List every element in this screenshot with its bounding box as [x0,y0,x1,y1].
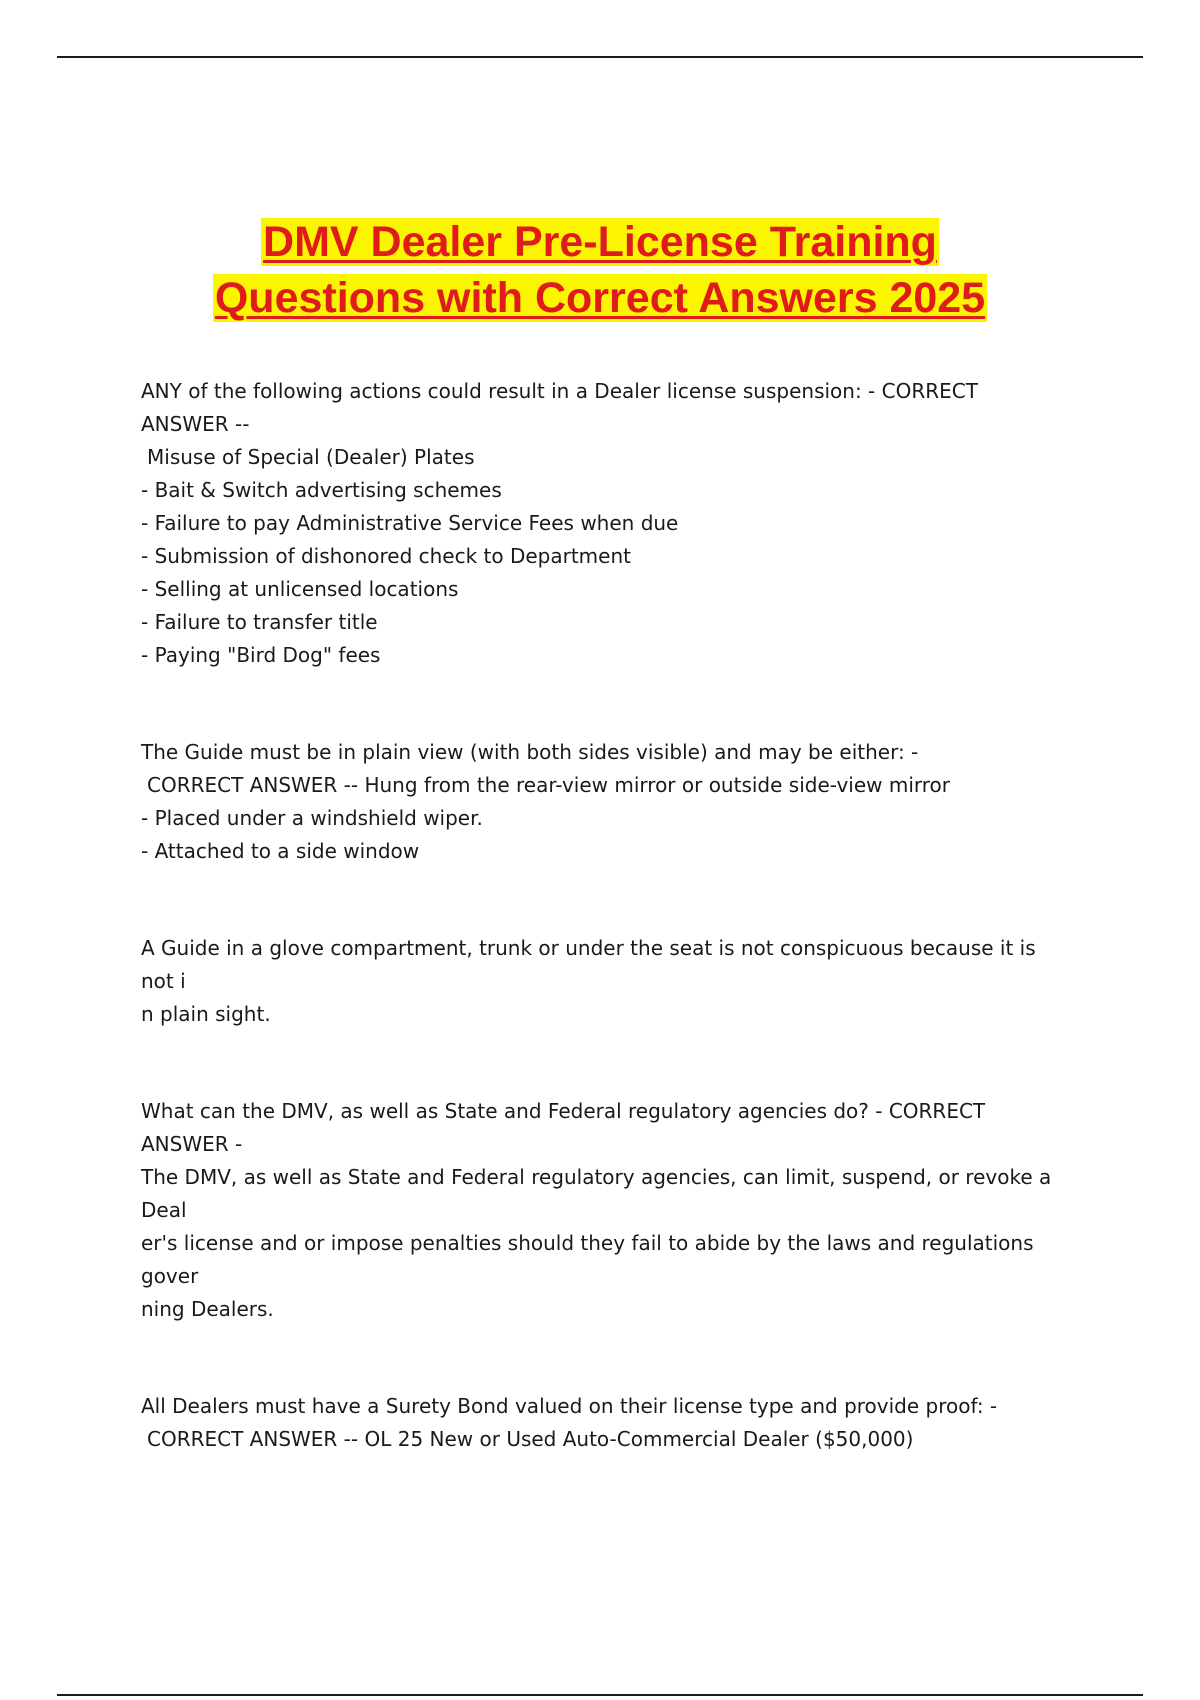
question-text: ANY of the following actions could result in a Dealer license suspension: - CORRECT ANSWER -- [141,379,978,436]
list-item: - Selling at unlicensed locations [141,577,459,601]
answer-line: ning Dealers. [141,1297,274,1321]
paragraph-line: n plain sight. [141,1002,271,1026]
answer-line: The DMV, as well as State and Federal regulatory agencies, can limit, suspend, or revoke a Deal [141,1165,1052,1222]
qa-block-4 [141,1095,1061,1326]
top-rule [57,56,1143,58]
qa-block-2 [141,736,1061,868]
question-line: What can the DMV, as well as State and Federal regulatory agencies do? - CORRECT ANSWER - [141,1099,986,1156]
bottom-rule [57,1694,1143,1696]
list-item: - Submission of dishonored check to Department [141,544,631,568]
answer-line: er's license and or impose penalties should they fail to abide by the laws and regulations gover [141,1231,1034,1288]
question-text: The Guide must be in plain view (with both sides visible) and may be either: - [141,740,919,764]
list-item: - Paying "Bird Dog" fees [141,643,381,667]
list-item: - Bait & Switch advertising schemes [141,478,502,502]
qa-block-5 [141,1390,1061,1456]
document-title [0,214,1200,326]
title-line-1: DMV Dealer Pre-License Training [263,218,937,266]
answer-text: CORRECT ANSWER -- Hung from the rear-view mirror or outside side-view mirror [147,773,951,797]
list-item: - Placed under a windshield wiper. [141,806,483,830]
qa-block-1 [141,375,1061,672]
question-text: All Dealers must have a Surety Bond valued on their license type and provide proof: - [141,1394,998,1418]
answer-text: Misuse of Special (Dealer) Plates [147,445,475,469]
document-body [141,375,1061,1456]
list-item: - Failure to transfer title [141,610,378,634]
paragraph-line: A Guide in a glove compartment, trunk or under the seat is not conspicuous because it is not i [141,936,1036,993]
list-item: - Failure to pay Administrative Service Fees when due [141,511,679,535]
list-item: - Attached to a side window [141,839,420,863]
paragraph-block-3 [141,932,1061,1031]
answer-text: CORRECT ANSWER -- OL 25 New or Used Auto-Commercial Dealer ($50,000) [147,1427,914,1451]
title-line-2: Questions with Correct Answers 2025 [214,274,986,322]
